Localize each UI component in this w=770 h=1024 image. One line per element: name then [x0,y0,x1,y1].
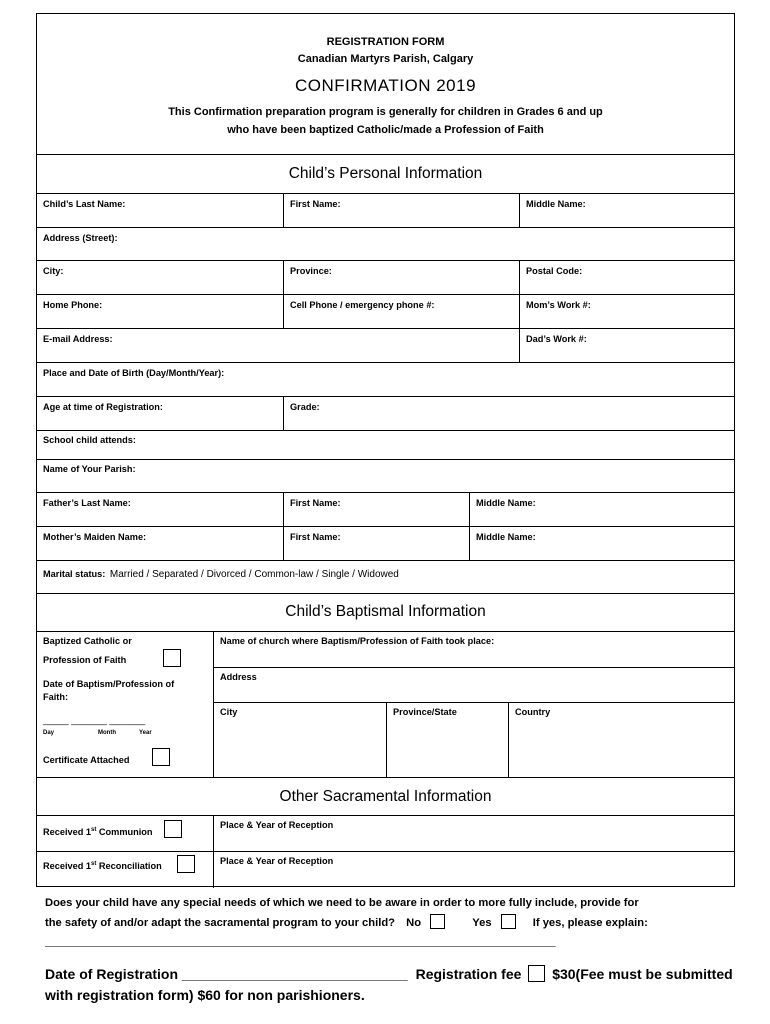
city-field[interactable]: City: [43,266,64,276]
birth-row [37,363,734,397]
baptism-province-field[interactable]: Province/State [393,707,457,717]
baptism-date-label-2: Faith: [43,692,69,702]
child-middle-name-field[interactable]: Middle Name: [526,199,586,209]
parish-field[interactable]: Name of Your Parish: [43,464,136,474]
child-name-row [37,194,734,228]
explain-line[interactable]: ____________________________________________________________________________________________________________ [45,937,556,947]
phone-row [37,295,734,329]
communion-row [37,816,734,852]
age-grade-row [37,397,734,431]
year-label: Year [139,730,152,736]
baptized-label-2: Profession of Faith [43,655,127,665]
program-description-line1: This Confirmation preparation program is generally for children in Grades 6 and up [168,106,603,118]
sacramental-info-header [37,778,734,816]
sacramental-info-title: Other Sacramental Information [279,788,492,805]
yes-checkbox[interactable] [501,914,516,929]
no-label: No [406,917,422,929]
communion-checkbox[interactable] [164,820,182,838]
registration-line [45,965,733,982]
date-of-registration-field[interactable]: Date of Registration _____________________________ [45,966,408,982]
marital-status-title: Marital status: [43,569,106,579]
father-first-name-field[interactable]: First Name: [290,498,341,508]
grade-field[interactable]: Grade: [290,402,320,412]
marital-status-label [43,569,399,580]
communion-label: Received 1st Communion [43,827,153,838]
reconciliation-label: Received 1st Reconciliation [43,861,162,872]
registration-fee-checkbox[interactable] [528,965,545,982]
child-last-name-field[interactable]: Child’s Last Name: [43,199,126,209]
personal-info-title: Child’s Personal Information [288,165,483,182]
communion-place-year-field[interactable]: Place & Year of Reception [220,820,334,830]
school-field[interactable]: School child attends: [43,435,136,445]
registration-fee-label: Registration fee [415,966,522,982]
birth-place-date-field[interactable]: Place and Date of Birth (Day/Month/Year): [43,368,225,378]
email-row [37,329,734,363]
mother-row [37,527,734,561]
personal-info-header [37,155,734,194]
month-label: Month [98,730,116,736]
page-title: CONFIRMATION 2019 [294,76,477,95]
marital-status-options[interactable]: Married / Separated / Divorced / Common-law / Single / Widowed [109,569,399,580]
reconciliation-row [37,852,734,888]
father-middle-name-field[interactable]: Middle Name: [476,498,536,508]
certificate-label: Certificate Attached [43,755,130,765]
certificate-checkbox[interactable] [152,748,170,766]
city-row [37,261,734,295]
yes-label: Yes [472,917,492,929]
age-field[interactable]: Age at time of Registration: [43,402,163,412]
school-row [37,431,734,460]
reconciliation-place-year-field[interactable]: Place & Year of Reception [220,856,334,866]
explain-label: If yes, please explain: [532,917,648,929]
baptism-church-field[interactable]: Name of church where Baptism/Profession of Faith took place: [220,636,495,646]
marital-row [37,561,734,594]
day-label: Day [43,730,55,736]
province-field[interactable]: Province: [290,266,332,276]
mother-maiden-name-field[interactable]: Mother’s Maiden Name: [43,532,147,542]
baptismal-block [37,632,734,778]
father-row [37,493,734,527]
father-last-name-field[interactable]: Father’s Last Name: [43,498,131,508]
baptism-address-field[interactable]: Address [220,672,257,682]
dads-work-field[interactable]: Dad’s Work #: [526,334,587,344]
parish-name: Canadian Martyrs Parish, Calgary [297,53,474,65]
address-row [37,228,734,261]
postal-code-field[interactable]: Postal Code: [526,266,583,276]
email-field[interactable]: E-mail Address: [43,334,113,344]
address-street-field[interactable]: Address (Street): [43,233,118,243]
mother-middle-name-field[interactable]: Middle Name: [476,532,536,542]
child-first-name-field[interactable]: First Name: [290,199,341,209]
reconciliation-checkbox[interactable] [177,855,195,873]
special-needs-question-line2: the safety of and/or adapt the sacramental program to your child? No Yes If yes, please explain: [45,914,648,929]
baptized-checkbox[interactable] [163,649,181,667]
form-header [37,14,734,155]
baptism-country-field[interactable]: Country [515,707,551,717]
program-description-line2: who have been baptized Catholic/made a Profession of Faith [227,124,544,136]
baptism-date-blanks[interactable]: _____ _______ _______ [43,715,146,725]
baptism-city-field[interactable]: City [220,707,238,717]
baptism-date-label-1: Date of Baptism/Profession of [43,679,175,689]
special-needs-question-line1: Does your child have any special needs of which we need to be aware in order to more fully include, provide for [45,897,639,909]
home-phone-field[interactable]: Home Phone: [43,300,103,310]
baptismal-info-title: Child’s Baptismal Information [285,603,486,620]
baptismal-info-header [37,594,734,632]
cell-phone-field[interactable]: Cell Phone / emergency phone #: [290,300,435,310]
parish-row [37,460,734,493]
form-heading: REGISTRATION FORM [326,36,445,48]
registration-fee-note: with registration form) $60 for non parishioners. [45,987,365,1003]
registration-fee-text: $30(Fee must be submitted [552,966,733,982]
mother-first-name-field[interactable]: First Name: [290,532,341,542]
baptized-label-1: Baptized Catholic or [43,636,132,646]
registration-form [36,13,735,887]
moms-work-field[interactable]: Mom’s Work #: [526,300,591,310]
no-checkbox[interactable] [430,914,445,929]
